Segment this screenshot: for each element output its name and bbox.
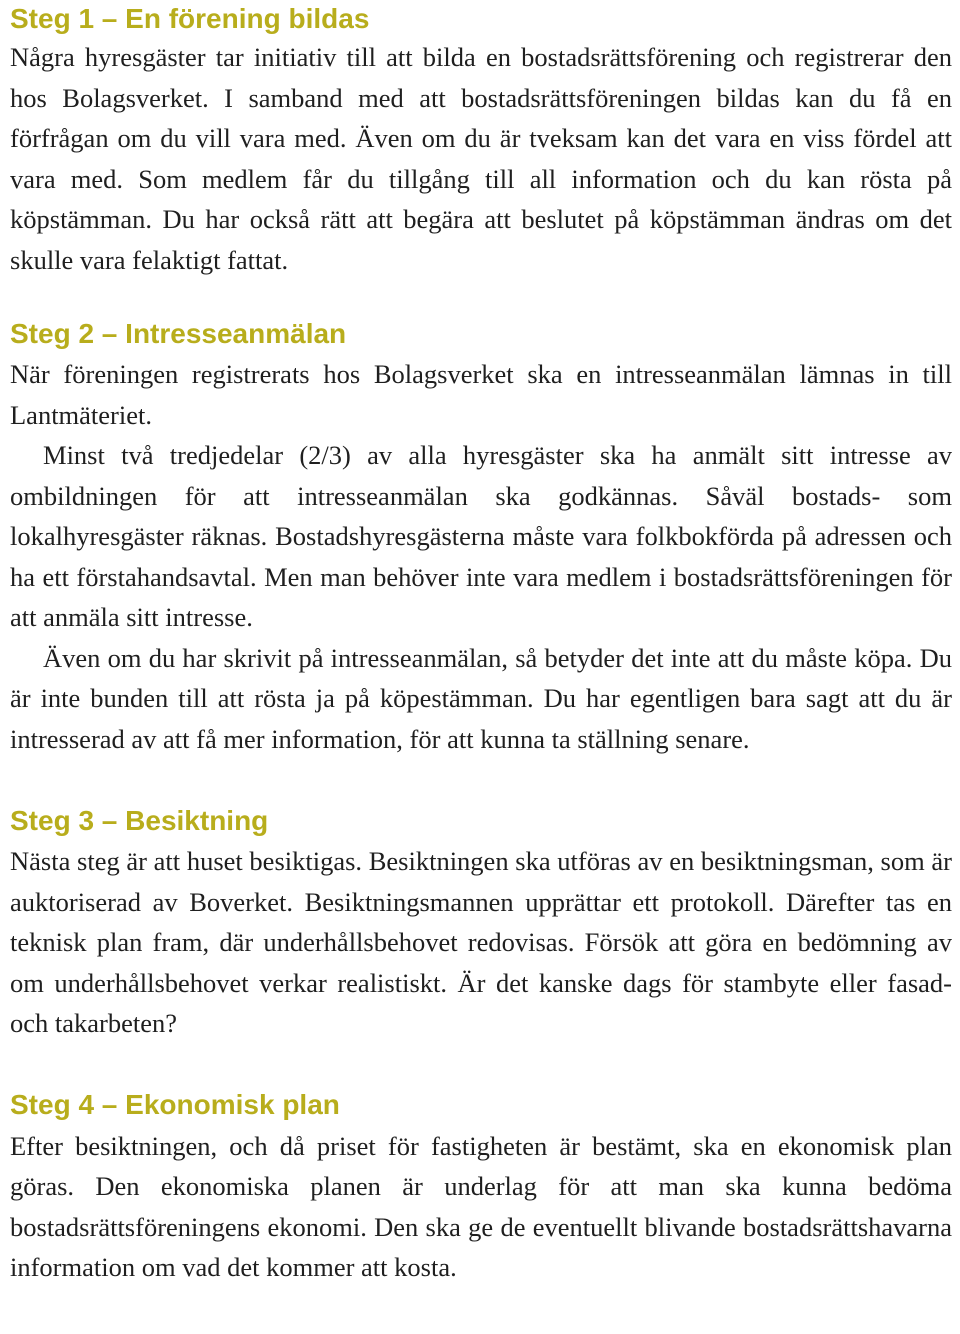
paragraph: Efter besiktningen, och då priset för fastigheten är bestämt, ska en ekonomisk plan göras. Den ekonomiska planen är underlag för att man ska kunna bedöma bostadsrättsföreningens ekonomi. Den ska ge de eventuellt blivande bostadsrättshavarna information om vad det kommer att kosta. [10, 1130, 952, 1282]
paragraph: När föreningen registrerats hos Bolagsverket ska en intresseanmälan lämnas in till Lantmäteriet. [10, 359, 952, 430]
section-heading-steg-4: Steg 4 – Ekonomisk plan [10, 1088, 340, 1120]
section-body-steg-2 [10, 354, 952, 759]
paragraph: Även om du har skrivit på intresseanmälan, så betyder det inte att du måste köpa. Du är inte bunden till att rösta ja på köpestämman. Du har egentligen bara sagt att du är intresserad av att få mer information, för att kunna ta ställning senare. [10, 642, 952, 754]
paragraph: Minst två tredjedelar (2/3) av alla hyresgäster ska ha anmält sitt intresse av ombildningen för att intresseanmälan ska godkännas. Såväl bostads- som lokalhyresgäster räknas. Bostadshyresgästerna måste vara folkbokförda på adressen och ha ett förstahandsavtal. Men man behöver inte vara medlem i bostadsrättsföreningen för att anmäla sitt intresse. [10, 440, 952, 632]
section-heading-steg-3: Steg 3 – Besiktning [10, 805, 269, 836]
section-body-steg-3 [10, 841, 952, 1044]
paragraph: Nästa steg är att huset besiktigas. Besiktningen ska utföras av en besiktningsman, som är auktoriserad av Boverket. Besiktningsmannen upprättar ett protokoll. Därefter tas en teknisk plan fram, där underhållsbehovet redovisas. Försök att göra en bedömning av om underhållsbehovet verkar realistiskt. Är det kanske dags för stambyte eller fasad- och takarbeten? [10, 846, 952, 1038]
section-body-steg-1 [10, 37, 952, 280]
section-heading-steg-1: Steg 1 – En förening bildas [10, 3, 370, 34]
paragraph: Några hyresgäster tar initiativ till att bilda en bostadsrättsförening och registrerar den hos Bolagsverket. I samband med att bostadsrättsföreningen bildas kan du få en förfrågan om du vill vara med. Även om du är tveksam kan det vara en viss fördel att vara med. Som medlem får du tillgång till all information och du kan rösta på köpstämman. Du har också rätt att begära att beslutet på köpstämman ändras om det skulle vara felaktigt fattat. [10, 42, 952, 275]
section-heading-steg-2: Steg 2 – Intresseanmälan [10, 318, 347, 349]
document-page [10, 0, 952, 1288]
section-body-steg-4 [10, 1126, 952, 1288]
